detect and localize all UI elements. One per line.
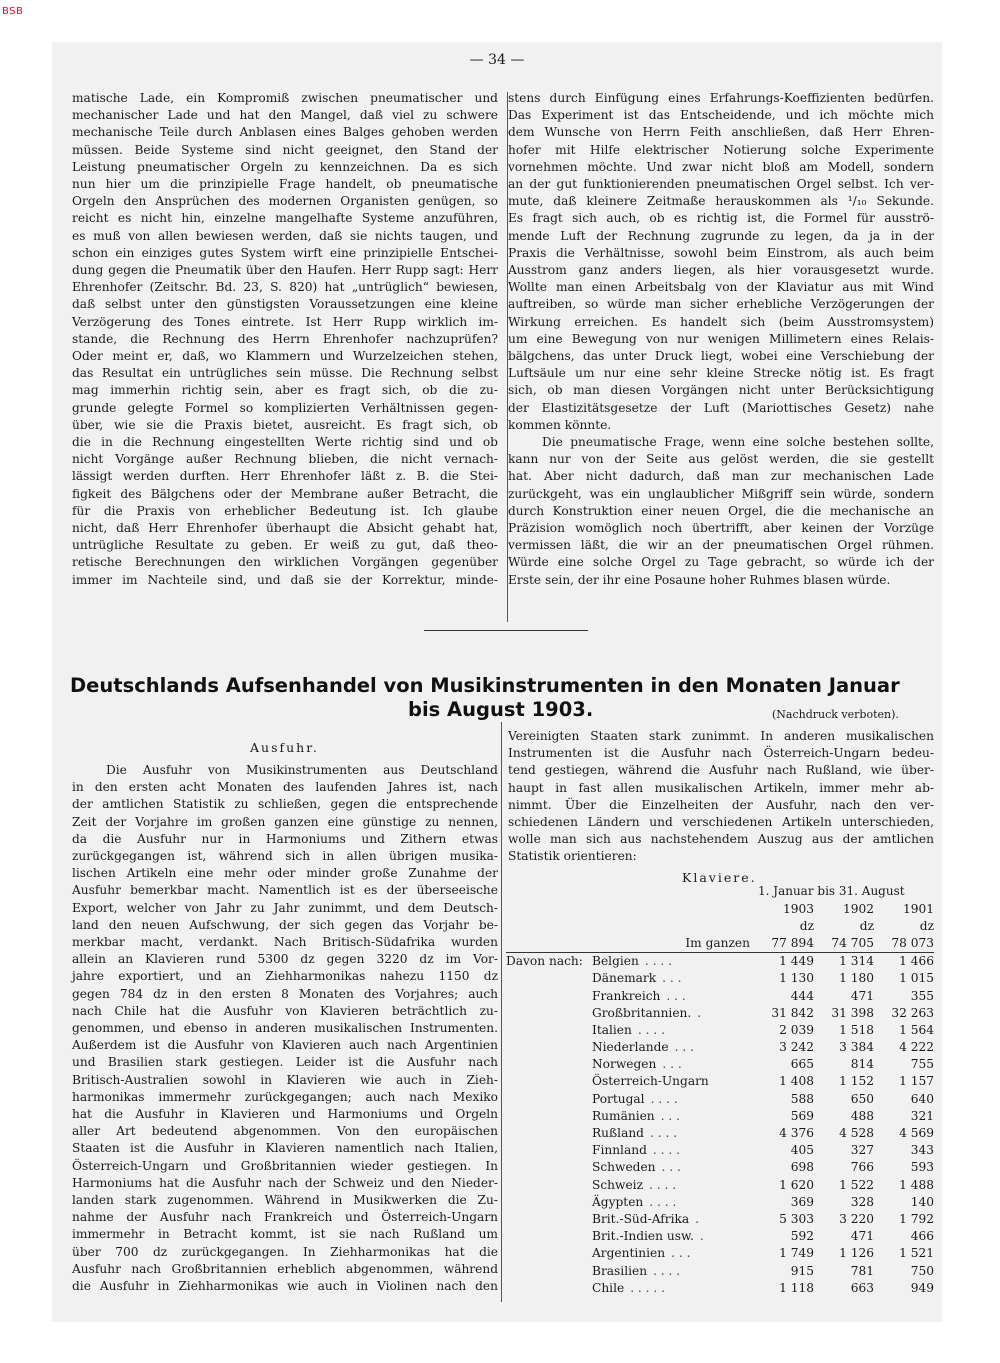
value-cell: 327 — [850, 1143, 874, 1158]
text-line: da die Ausfuhr nur in Harmoniums und Zithern etwas — [72, 831, 498, 846]
text-line: genommen, und ebenso in anderen musikalischen Instrumenten. — [72, 1021, 498, 1036]
section-subheading: Ausfuhr. — [250, 740, 319, 755]
text-line: Die Ausfuhr von Musikinstrumenten aus Deutschland — [106, 763, 498, 777]
text-line: Erste sein, der ihr eine Posaune hoher Ruhmes blasen würde. — [508, 572, 891, 587]
country-cell — [592, 1142, 754, 1159]
ausfuhr-column-right — [508, 728, 934, 866]
country-cell — [592, 1073, 754, 1090]
text-line: bälgchens, das unter Druck liegt, wobei eine Verschiebung der — [508, 349, 934, 364]
table-row — [506, 1159, 934, 1176]
year-1903: 1903 — [782, 901, 814, 916]
value-cell: 698 — [790, 1160, 814, 1175]
country-cell — [592, 987, 754, 1004]
value-cell: 3 220 — [839, 1211, 874, 1226]
value-cell: 1 118 — [779, 1280, 814, 1295]
text-line: durch Konstruktion einer neuen Orgel, die die mechanische an — [508, 503, 934, 518]
text-line: nicht, daß Herr Ehrenhofer überhaupt die Absicht gehabt hat, — [72, 521, 498, 536]
section-separator — [424, 630, 588, 631]
davon-label — [506, 1090, 592, 1107]
country-cell — [592, 1159, 754, 1176]
table-row — [506, 1090, 934, 1107]
headline-line-2: bis August 1903. — [408, 698, 594, 721]
text-line: Staaten ist die Ausfuhr in Klavieren namentlich nach Italien, — [72, 1141, 498, 1156]
text-line: kann nur von der Seite aus gelöst werden, die sie gestellt — [508, 452, 934, 467]
ausfuhr-column-left — [72, 762, 498, 1295]
text-line: reicht es nicht hin, einzelne mangelhafte Systeme anzuführen, — [72, 211, 498, 226]
text-line: kommen könnte. — [508, 417, 612, 432]
leader-dots: . . . — [660, 1108, 681, 1123]
leader-dots: . . . . — [649, 1194, 677, 1209]
text-line: müssen. Beide Systeme sind nicht geeignet, den Stand der — [72, 142, 498, 157]
value-cell: 1 180 — [839, 971, 874, 986]
value-cell: 444 — [790, 988, 814, 1003]
total-value: 78 073 — [891, 935, 934, 950]
value-cell: 31 842 — [771, 1005, 814, 1020]
year-1902: 1902 — [842, 901, 874, 916]
davon-label — [506, 987, 592, 1004]
table-row — [506, 1210, 934, 1227]
value-cell: 369 — [790, 1194, 814, 1209]
text-line: und Brasilien stark gestiegen. Leider ist die Ausfuhr nach — [72, 1055, 498, 1070]
value-cell: 2 039 — [779, 1022, 814, 1037]
text-line: nicht Vorgänge außer Rechnung blieben, die nicht vernach- — [72, 452, 498, 467]
leader-dots: . — [699, 1229, 704, 1244]
country-name: Niederlande — [592, 1040, 669, 1055]
leader-dots: . . . . — [650, 1091, 678, 1106]
unit-label: dz — [799, 918, 814, 933]
value-cell: 1 522 — [839, 1177, 874, 1192]
value-cell: 321 — [910, 1108, 934, 1123]
leader-dots: . . . — [671, 1246, 691, 1261]
davon-label — [506, 1210, 592, 1227]
value-cell: 32 263 — [891, 1005, 934, 1020]
text-line: Zeit der Vorjahre im großen ganzen eine günstige zu nennen, — [72, 814, 498, 829]
country-cell — [592, 1245, 754, 1262]
table-row — [506, 1228, 934, 1245]
value-cell: 588 — [790, 1091, 814, 1106]
text-line: schon ein einziges gutes System wirft eine prinzipielle Entschei- — [72, 245, 498, 260]
total-label: Im ganzen — [685, 935, 750, 950]
davon-label — [506, 1279, 592, 1296]
text-line: zurückgegangen ist, während sich in allen übrigen musika- — [72, 849, 498, 864]
text-line: Ausfuhr bemerkbar macht. Namentlich ist es der überseeische — [72, 883, 498, 898]
value-cell: 663 — [850, 1280, 874, 1295]
value-cell: 640 — [910, 1091, 934, 1106]
table-row — [506, 1073, 934, 1090]
page-number: — 34 — — [469, 52, 525, 68]
value-cell: 1 015 — [899, 971, 934, 986]
text-line: gegen 784 dz in den ersten 8 Monaten des Vorjahres; auch — [72, 986, 498, 1001]
davon-label — [506, 1228, 592, 1245]
leader-dots: . . . . . — [630, 1280, 666, 1295]
table-period: 1. Januar bis 31. August — [758, 884, 905, 898]
text-line: stens durch Einfügung eines Erfahrungs-Koeffizienten bedürfen. — [508, 91, 934, 105]
country-name: Rumänien — [592, 1108, 655, 1123]
table-row — [506, 952, 934, 970]
country-cell — [592, 970, 754, 987]
country-name: Norwegen — [592, 1057, 657, 1072]
table-unit-row — [506, 917, 934, 934]
text-line: allein an Klavieren rund 5300 dz gegen 3220 dz im Vor- — [72, 952, 498, 967]
leader-dots: . . . — [674, 1040, 695, 1055]
country-cell — [592, 1279, 754, 1296]
country-name: Finnland — [592, 1143, 647, 1158]
text-line: mute, daß kleinere Zeitmaße herauskommen als ¹/₁₀ Sekunde. — [508, 194, 934, 209]
text-line: Wirkung erreichen. Es handelt sich (beim Ausstromsystem) — [508, 314, 934, 329]
text-line: über, wie sie die Praxis bietet, ausreicht. Es fragt sich, ob — [72, 417, 498, 432]
country-name: Brasilien — [592, 1263, 648, 1278]
country-name: Schweden — [592, 1160, 656, 1175]
total-value: 74 705 — [831, 935, 874, 950]
country-name: Belgien — [592, 954, 639, 969]
value-cell: 1 126 — [839, 1246, 874, 1261]
davon-label — [506, 1056, 592, 1073]
text-line: aller Art bedeutend abgenommen. Von den europäischen — [72, 1124, 498, 1139]
value-cell: 1 408 — [779, 1074, 814, 1089]
leader-dots: . . . . — [649, 1177, 677, 1192]
country-name: Italien — [592, 1022, 632, 1037]
country-name: Brit.-Indien usw. — [592, 1229, 694, 1244]
table-row — [506, 1004, 934, 1021]
text-line: dung gegen die Pneumatik über den Haufen. Herr Rupp sagt: Herr — [72, 263, 498, 278]
country-cell — [592, 1210, 754, 1227]
leader-dots: . . . — [666, 988, 686, 1003]
text-line: auftreiben, so würde man sicher erhebliche Verzögerungen der — [508, 297, 934, 312]
text-line: nahme der Ausfuhr nach Frankreich und Österreich-Ungarn — [72, 1210, 498, 1225]
country-cell — [592, 1124, 754, 1141]
value-cell: 1 466 — [899, 954, 934, 969]
text-line: mende Luft der Rechnung zugrunde zu legen, da ja in der — [508, 228, 934, 243]
value-cell: 1 564 — [899, 1022, 934, 1037]
country-name: Schweiz — [592, 1177, 643, 1192]
value-cell: 471 — [850, 1229, 874, 1244]
country-cell — [592, 1193, 754, 1210]
text-line: die Ausfuhr in Ziehharmonikas wie auch in Violinen nach den — [72, 1279, 498, 1294]
text-line: matische Lade, ein Kompromiß zwischen pneumatischer und — [72, 91, 498, 105]
text-line: nimmt. Über die Einzelheiten der Ausfuhr, nach den ver- — [508, 797, 934, 812]
table-row — [506, 1039, 934, 1056]
total-value: 77 894 — [771, 935, 814, 950]
text-line: das Resultat ein untrügliches sein müsse. Die Rechnung selbst — [72, 366, 498, 381]
text-line: Praxis die Verhältnisse, sowohl beim Einstrom, als auch beim — [508, 245, 934, 260]
text-line: lischen Artikeln eine mehr oder minder große Zunahme der — [72, 866, 498, 881]
country-cell — [592, 952, 754, 970]
value-cell: 781 — [850, 1263, 874, 1278]
value-cell: 592 — [790, 1229, 814, 1244]
text-line: merkbar macht, verdankt. Nach Britisch-Südafrika wurden — [72, 935, 498, 950]
davon-label — [506, 1245, 592, 1262]
text-line: dem Wunsche von Herrn Feith anschließen, daß Herr Ehren- — [508, 125, 934, 140]
text-line: an der gut funktionierenden pneumatischen Orgel selbst. Ich ver- — [508, 177, 934, 192]
text-line: vermissen läßt, die wir an der pneumatischen Orgel rühmen. — [508, 538, 934, 553]
text-line: grunde gelegte Formel so komplizierten Verhältnissen gegen- — [72, 400, 498, 415]
leader-dots: . . . — [661, 1160, 681, 1175]
text-line: die in die Rechnung eingestellten Werte richtig sind und ob — [72, 435, 498, 450]
headline-line-1: Deutschlands Aufsenhandel von Musikinstrumenten in den Monaten Januar — [70, 674, 900, 697]
column-divider-bottom — [501, 722, 502, 1302]
davon-label — [506, 970, 592, 987]
value-cell: 755 — [910, 1057, 934, 1072]
value-cell: 750 — [910, 1263, 934, 1278]
value-cell: 814 — [850, 1057, 874, 1072]
country-cell — [592, 1107, 754, 1124]
value-cell: 140 — [910, 1194, 934, 1209]
value-cell: 1 314 — [839, 954, 874, 969]
value-cell: 569 — [790, 1108, 814, 1123]
text-line: es muß von allen bewiesen werden, daß sie nichts taugen, und — [72, 228, 498, 243]
unit-label: dz — [859, 918, 874, 933]
text-line: Orgeln den Ansprüchen des modernen Organisten genügen, so — [72, 194, 498, 209]
value-cell: 4 222 — [899, 1040, 934, 1055]
table-row — [506, 1279, 934, 1296]
value-cell: 3 242 — [779, 1040, 814, 1055]
country-name: Rußland — [592, 1126, 644, 1141]
leader-dots: . . . — [662, 1057, 682, 1072]
davon-label — [506, 1142, 592, 1159]
text-line: Luftsäule um nur eine sehr kleine Strecke nötig ist. Es fragt — [508, 366, 934, 381]
country-cell — [592, 1004, 754, 1021]
reprint-note: (Nachdruck verboten). — [772, 708, 899, 721]
text-line: daß selbst unter den günstigsten Voraussetzungen eine kleine — [72, 297, 498, 312]
text-line: Instrumenten ist die Ausfuhr nach Österreich-Ungarn bedeu- — [508, 746, 934, 761]
text-line: landen stark zugenommen. Während in Musikwerken die Zu- — [72, 1193, 498, 1208]
table-row — [506, 987, 934, 1004]
text-line: Oder meint er, daß, wo Klammern und Wurzelzeichen stehen, — [72, 349, 498, 364]
country-cell — [592, 1021, 754, 1038]
country-name: Portugal — [592, 1091, 645, 1106]
table-row — [506, 1193, 934, 1210]
table-row — [506, 1056, 934, 1073]
table-row — [506, 1124, 934, 1141]
davon-label — [506, 1193, 592, 1210]
text-line: retische Berechnungen den wirklichen Vorgängen gegenüber — [72, 555, 498, 570]
article-column-left — [72, 90, 498, 589]
value-cell: 650 — [850, 1091, 874, 1106]
table-row — [506, 1142, 934, 1159]
leader-dots: . . . . — [649, 1126, 678, 1141]
text-line: um eine Bewegung von nur wenigen Millimetern eines Relais- — [508, 331, 934, 346]
table-row — [506, 1021, 934, 1038]
klaviere-table — [506, 900, 934, 1296]
davon-label — [506, 1039, 592, 1056]
text-line: Ehrenhofer (Zeitschr. Bd. 23, S. 820) hat „untrüglich“ bewiesen, — [72, 280, 498, 295]
text-line: zurückgeht, was ein unglaublicher Mißgriff sein würde, sondern — [508, 486, 934, 501]
text-line: wolle man sich aus nachstehendem Auszug aus der amtlichen — [508, 832, 934, 847]
country-cell — [592, 1176, 754, 1193]
davon-label — [506, 1124, 592, 1141]
text-line: nach Chile hat die Ausfuhr von Klavieren beträchtlich zu- — [72, 1003, 498, 1018]
text-line: vornehmen möchte. Und zwar nicht bloß am Modell, sondern — [508, 159, 934, 174]
year-1901: 1901 — [902, 901, 934, 916]
leader-dots: . — [697, 1005, 702, 1020]
text-line: hat. Aber nicht dadurch, daß man zur mechanischen Lade — [508, 469, 934, 484]
leader-dots: . . . . — [653, 1263, 681, 1278]
text-line: lässigt werden durften. Herr Ehrenhofer läßt z. B. die Stei- — [72, 469, 498, 484]
davon-label — [506, 1004, 592, 1021]
value-cell: 488 — [850, 1108, 874, 1123]
text-line: harmonikas immermehr zurückgegangen; auch nach Mexiko — [72, 1089, 498, 1104]
text-line: Export, welcher von Jahr zu Jahr zunimmt, und dem Deutsch- — [72, 900, 498, 915]
table-row — [506, 1245, 934, 1262]
text-line: untrügliche Resultate zu geben. Er weiß zu gut, daß theo- — [72, 538, 498, 553]
value-cell: 1 749 — [779, 1246, 814, 1261]
text-line: immer im Nachteile sind, und daß sie der Korrektur, minde- — [72, 572, 498, 587]
country-cell — [592, 1039, 754, 1056]
text-line: Würde eine solche Orgel zu Tage gebracht, so würde ich der — [508, 555, 934, 570]
value-cell: 31 398 — [831, 1005, 874, 1020]
value-cell: 3 384 — [839, 1040, 874, 1055]
davon-label: Davon nach: — [506, 954, 583, 969]
text-line: über 700 dz zurückgegangen. In Ziehharmonikas hat die — [72, 1244, 498, 1259]
text-line: Verzögerung des Tones eintrete. Ist Herr Rupp wirklich im- — [72, 314, 498, 329]
country-name: Österreich-Ungarn — [592, 1074, 709, 1089]
davon-label — [506, 1159, 592, 1176]
value-cell: 1 620 — [779, 1177, 814, 1192]
text-line: Österreich-Ungarn und Großbritannien wieder gestiegen. In — [72, 1158, 498, 1173]
value-cell: 1 521 — [899, 1246, 934, 1261]
text-line: nun hier um die prinzipielle Frage handelt, ob pneumatische — [72, 177, 498, 192]
text-line: Harmoniums hat die Ausfuhr nach der Schweiz und den Nieder- — [72, 1175, 498, 1190]
davon-label — [506, 1176, 592, 1193]
text-line: schiedenen Ländern und verschiedenen Artikeln unterschieden, — [508, 815, 934, 830]
value-cell: 1 518 — [839, 1022, 874, 1037]
table-year-row — [506, 900, 934, 917]
article-column-right — [508, 90, 934, 589]
text-line: der amtlichen Statistik zu schließen, gegen die entsprechende — [72, 797, 498, 812]
country-name: Dänemark — [592, 971, 657, 986]
value-cell: 355 — [910, 988, 934, 1003]
text-line: Vereinigten Staaten stark zunimmt. In anderen musikalischen — [508, 729, 934, 743]
value-cell: 4 376 — [779, 1126, 814, 1141]
value-cell: 1 792 — [899, 1211, 934, 1226]
country-name: Frankreich — [592, 988, 661, 1003]
leader-dots: . — [695, 1211, 700, 1226]
table-row — [506, 970, 934, 987]
text-line: stande, die Rechnung des Herrn Ehrenhofer nachzuprüfen? — [72, 331, 498, 346]
text-line: tend gestiegen, während die Ausfuhr nach Rußland, wie über- — [508, 763, 934, 778]
text-line: Ausstrom ganz anders liegen, als hier vorausgesetzt wurde. — [508, 263, 934, 278]
table-row — [506, 1262, 934, 1279]
text-line: land den neuen Aufschwung, der sich gegen das Vorjahr be- — [72, 917, 498, 932]
country-name: Argentinien — [592, 1246, 666, 1261]
text-line: sich, ob man diesen Vorgängen nicht unter Berücksichtigung — [508, 383, 934, 398]
davon-label — [506, 1262, 592, 1279]
text-line: Leistung pneumatischer Orgeln zu kennzeichnen. Da es sich — [72, 159, 498, 174]
scanned-page — [52, 42, 942, 1322]
value-cell: 328 — [850, 1194, 874, 1209]
text-line: Das Experiment ist das Entscheidende, und ich möchte mich — [508, 108, 934, 123]
davon-label — [506, 1107, 592, 1124]
text-line: Es fragt sich auch, ob es richtig ist, die Formel für ausströ- — [508, 211, 934, 226]
text-line: immermehr in Betracht kommt, ist sie nach Rußland um — [72, 1227, 498, 1242]
value-cell: 665 — [790, 1057, 814, 1072]
davon-label — [506, 1021, 592, 1038]
leader-dots: . . . . — [644, 954, 672, 969]
davon-label — [506, 1073, 592, 1090]
leader-dots: . . . . — [637, 1022, 665, 1037]
country-name: Chile — [592, 1280, 625, 1295]
table-row — [506, 1107, 934, 1124]
text-line: hat die Ausfuhr in Klavieren und Harmoniums und Orgeln — [72, 1107, 498, 1122]
text-line: Wollte man einen Arbeitsbalg von der Klaviatur aus mit Wind — [508, 280, 934, 295]
value-cell: 343 — [910, 1143, 934, 1158]
table-total-row — [506, 934, 934, 952]
value-cell: 405 — [790, 1143, 814, 1158]
value-cell: 1 488 — [899, 1177, 934, 1192]
text-line: in den ersten acht Monaten des laufenden Jahres ist, nach — [72, 780, 498, 795]
text-line: Außerdem ist die Ausfuhr von Klavieren auch nach Argentinien — [72, 1038, 498, 1053]
country-cell — [592, 1262, 754, 1279]
value-cell: 1 449 — [779, 954, 814, 969]
text-line: Präzision womöglich noch übertrifft, aber keinen der Vorzüge — [508, 521, 934, 536]
unit-label: dz — [919, 918, 934, 933]
table-row — [506, 1176, 934, 1193]
text-line: Britisch-Australien sowohl in Klavieren wie auch in Zieh- — [72, 1072, 498, 1087]
value-cell: 466 — [910, 1229, 934, 1244]
value-cell: 1 157 — [899, 1074, 934, 1089]
text-line: haupt in fast allen musikalischen Artikeln, immer mehr ab- — [508, 780, 934, 795]
text-line: figkeit des Bälgchens oder der Membrane außer Betracht, die — [72, 486, 498, 501]
text-line: der Elastizitätsgesetze der Luft (Mariottisches Gesetz) nahe — [508, 400, 934, 415]
value-cell: 949 — [910, 1280, 934, 1295]
country-name: Brit.-Süd-Afrika — [592, 1211, 690, 1226]
country-cell — [592, 1056, 754, 1073]
value-cell: 1 130 — [779, 971, 814, 986]
text-line: mechanischer Lade und hat den Mangel, daß viel zu schwere — [72, 108, 498, 123]
value-cell: 4 569 — [899, 1126, 934, 1141]
country-cell — [592, 1228, 754, 1245]
country-name: Großbritannien. — [592, 1005, 692, 1020]
text-line: hofer mit Hilfe elektrischer Notierung solche Experimente — [508, 142, 934, 157]
library-watermark: BSB — [2, 6, 24, 17]
leader-dots: . . . . — [652, 1143, 680, 1158]
text-line: Statistik orientieren: — [508, 849, 637, 864]
value-cell: 4 528 — [839, 1126, 874, 1141]
text-line: Ausfuhr nach Großbritannien erheblich abgenommen, während — [72, 1261, 498, 1276]
country-cell — [592, 1090, 754, 1107]
country-name: Ägypten — [592, 1194, 644, 1209]
text-line: mechanische Teile durch Anblasen eines Balges gehoben werden — [72, 125, 498, 140]
text-line: jahre exportiert, und an Ziehharmonikas nahezu 1150 dz — [72, 969, 498, 984]
value-cell: 1 152 — [839, 1074, 874, 1089]
value-cell: 5 303 — [779, 1211, 814, 1226]
value-cell: 766 — [850, 1160, 874, 1175]
value-cell: 915 — [790, 1263, 814, 1278]
leader-dots: . . . — [662, 971, 682, 986]
text-line: mag immerhin richtig sein, aber es fragt sich, ob die zu- — [72, 383, 498, 398]
table-title: Klaviere. — [682, 870, 757, 885]
text-line: für die Praxis von erheblicher Bedeutung ist. Ich glaube — [72, 503, 498, 518]
value-cell: 593 — [910, 1160, 934, 1175]
value-cell: 471 — [850, 988, 874, 1003]
text-line: Die pneumatische Frage, wenn eine solche bestehen sollte, — [542, 435, 934, 450]
